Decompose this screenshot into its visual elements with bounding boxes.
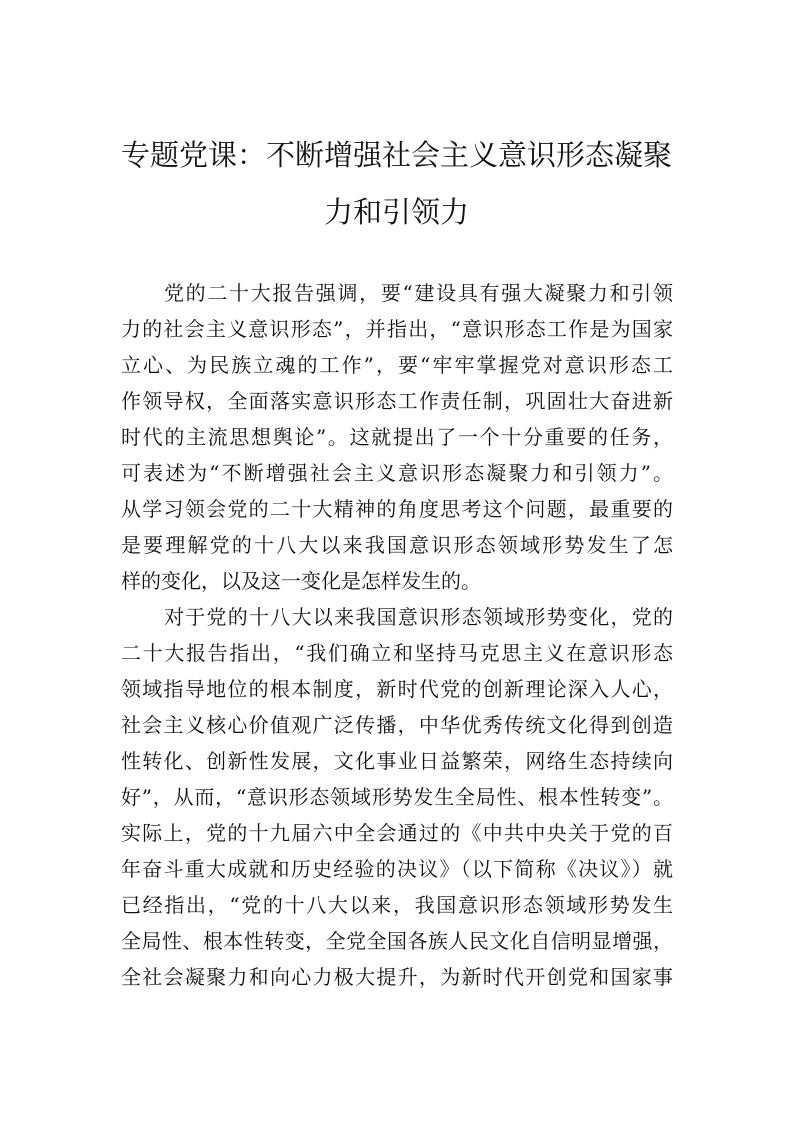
document-body (121, 275, 673, 995)
paragraph-line: 二十大报告指出，“我们确立和坚持马克思主义在意识形态 (121, 641, 673, 665)
paragraph-line: 全社会凝聚力和向心力极大提升，为新时代开创党和国家事 (121, 965, 673, 989)
paragraph-line: 好”，从而，“意识形态领域形势发生全局性、根本性转变”。 (121, 785, 673, 809)
paragraph-line: 力的社会主义意识形态”，并指出，“意识形态工作是为国家 (121, 317, 673, 341)
paragraph-line: 全局性、根本性转变，全党全国各族人民文化自信明显增强， (121, 929, 673, 953)
paragraph-line: 领域指导地位的根本制度，新时代党的创新理论深入人心， (121, 677, 673, 701)
document-title-line-1: 专题党课：不断增强社会主义意识形态凝聚 (120, 138, 672, 172)
paragraph-2 (121, 599, 673, 995)
paragraph-line: 性转化、创新性发展，文化事业日益繁荣，网络生态持续向 (121, 749, 673, 773)
paragraph-line: 实际上，党的十九届六中全会通过的《中共中央关于党的百 (121, 821, 673, 845)
paragraph-line: 已经指出，“党的十八大以来，我国意识形态领域形势发生 (121, 893, 673, 917)
paragraph-line: 党的二十大报告强调，要“建设具有强大凝聚力和引领 (164, 281, 673, 305)
paragraph-line: 年奋斗重大成就和历史经验的决议》（以下简称《决议》）就 (121, 857, 673, 881)
paragraph-line: 是要理解党的十八大以来我国意识形态领域形势发生了怎 (121, 533, 673, 557)
paragraph-line: 立心、为民族立魂的工作”，要“牢牢掌握党对意识形态工 (121, 353, 673, 377)
paragraph-line: 社会主义核心价值观广泛传播，中华优秀传统文化得到创造 (121, 713, 673, 737)
document-title-line-2: 力和引领力 (323, 195, 469, 229)
paragraph-line: 可表述为“不断增强社会主义意识形态凝聚力和引领力”。 (121, 461, 673, 485)
paragraph-line: 样的变化，以及这一变化是怎样发生的。 (121, 569, 481, 593)
paragraph-line: 从学习领会党的二十大精神的角度思考这个问题，最重要的 (121, 497, 673, 521)
paragraph-line: 作领导权，全面落实意识形态工作责任制，巩固壮大奋进新 (121, 389, 673, 413)
paragraph-1 (121, 275, 673, 599)
paragraph-line: 对于党的十八大以来我国意识形态领域形势变化，党的 (164, 605, 673, 629)
paragraph-line: 时代的主流思想舆论”。这就提出了一个十分重要的任务， (121, 425, 673, 449)
